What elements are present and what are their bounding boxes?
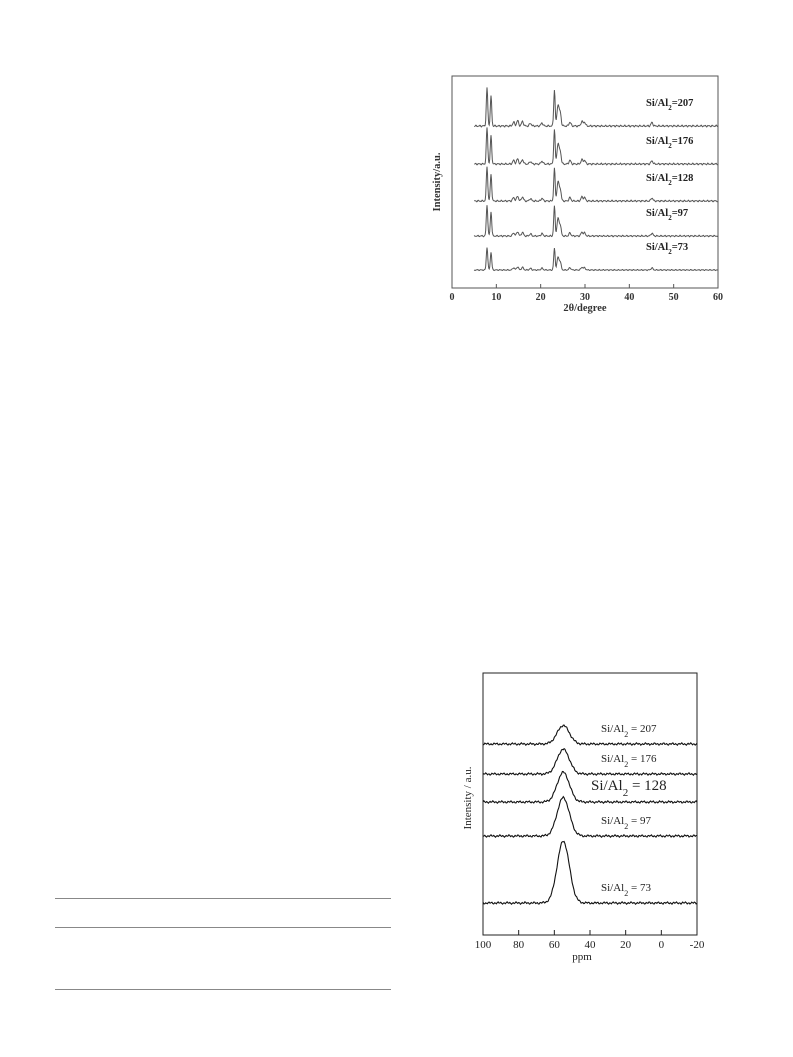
nmr-series-1	[483, 749, 697, 776]
nmr-xtick-label-0: 100	[474, 939, 492, 951]
nmr-series-0	[483, 725, 697, 745]
xrd-xlabel: 2θ/degree	[563, 303, 607, 314]
xrd-chart	[420, 70, 723, 320]
nmr-ylabel: Intensity / a.u.	[462, 766, 474, 830]
xrd-series-label-0: $Si/Al_2=207$	[646, 98, 694, 112]
table-bottom-rule	[55, 989, 391, 990]
xrd-xtick-label-4: 40	[624, 292, 635, 303]
xrd-xtick-label-1: 10	[491, 292, 502, 303]
nmr-series-label-3: $Si/Al_2 = 97$	[601, 815, 651, 831]
nmr-series-label-0: $Si/Al_2 = 207$	[601, 723, 657, 739]
nmr-xlabel: ppm	[572, 951, 592, 963]
xrd-xtick-label-3: 30	[580, 292, 590, 303]
xrd-series-label-4: $Si/Al_2=73$	[646, 242, 689, 256]
table-top-rule	[55, 898, 391, 899]
nmr-figure	[455, 668, 705, 964]
nmr-xtick-label-3: 40	[584, 939, 596, 951]
nmr-xtick-label-1: 80	[513, 939, 525, 951]
xrd-xtick-label-2: 20	[535, 292, 546, 303]
nmr-xtick-label-4: 20	[620, 939, 632, 951]
nmr-series-label-1: $Si/Al_2 = 176$	[601, 753, 657, 769]
nmr-plot-frame	[483, 673, 697, 935]
xrd-series-label-2: $Si/Al_2=128$	[646, 173, 694, 187]
nmr-xtick-label-5: 0	[658, 939, 665, 951]
xrd-ylabel: Intensity/a.u.	[432, 152, 443, 212]
xrd-figure	[420, 70, 723, 320]
xrd-series-label-3: $Si/Al_2=97$	[646, 208, 689, 222]
nmr-xtick-label-2: 60	[548, 939, 560, 951]
xrd-series-label-1: $Si/Al_2=176$	[646, 136, 694, 150]
nmr-xtick-label-6: -20	[689, 939, 705, 951]
nmr-series-4	[483, 842, 697, 905]
table-header-rule	[55, 927, 391, 928]
nmr-series-label-4: $Si/Al_2 = 73$	[601, 882, 651, 898]
xrd-xtick-label-6: 60	[713, 292, 723, 303]
xrd-xtick-label-0: 0	[449, 292, 455, 303]
xrd-series-2	[474, 167, 717, 202]
xrd-xtick-label-5: 50	[668, 292, 679, 303]
nmr-series-label-2: $Si/Al_2 = 128$	[591, 778, 667, 799]
nmr-chart	[455, 668, 705, 964]
